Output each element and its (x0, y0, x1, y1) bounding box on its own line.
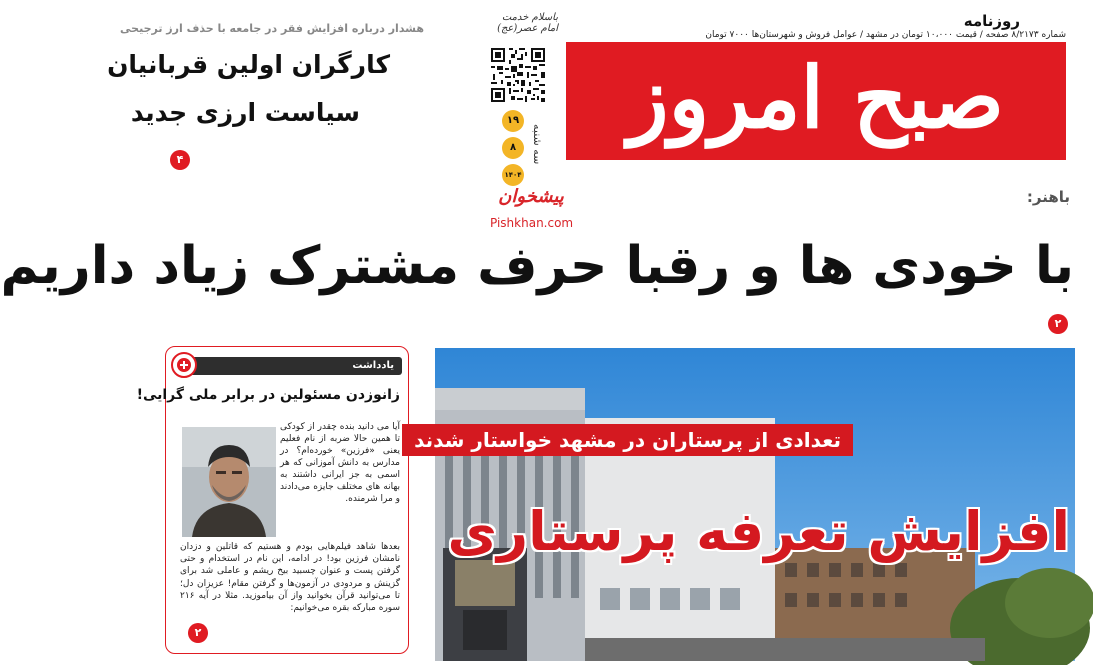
photo-story-kicker: تعدادی از پرستاران در مشهد خواستار شدند (402, 424, 853, 456)
date-weekday: سه شنبه (531, 123, 544, 165)
editorial-column (136, 346, 409, 654)
top-story-headline-line1[interactable]: کارگران اولین قربانیان (107, 50, 390, 79)
author-portrait (182, 427, 276, 537)
qr-code-icon (489, 46, 547, 104)
main-story-page-badge: ۲ (1048, 314, 1068, 334)
issue-info: شماره ۸/۲۱۷۳ صفحه / قیمت ۱۰،۰۰۰ تومان در مشهد / عوامل فروش و شهرستان‌ها ۷۰۰۰ تومان (705, 30, 1066, 40)
editorial-section-label: یادداشت (352, 360, 394, 371)
editorial-page-badge: ۲ (188, 623, 208, 643)
main-story-kicker: باهنر: (1026, 188, 1070, 206)
date-month: ۸ (502, 137, 524, 159)
author-portrait-icon (182, 427, 276, 537)
main-headline[interactable]: با خودی ها و رقبا حرف مشترک زیاد داریم (0, 236, 1074, 296)
date-year: ۱۴۰۴ (502, 164, 524, 186)
photo-story-headline[interactable]: افزایش تعرفه پرستاری (447, 500, 1070, 563)
top-story-page-badge: ۴ (170, 150, 190, 170)
newspaper-type-label: روزنامه (963, 12, 1020, 30)
editorial-title[interactable]: زانوزدن مسئولین در برابر ملی گرایی! (136, 387, 400, 403)
editorial-logo-icon (170, 351, 198, 379)
pishkhan-watermark: پیشخوان (498, 186, 564, 207)
editorial-paragraph-2: بعدها شاهد فیلم‌هایی بودم و هستیم که قاتلین و دزدان نامشان فرزین بود! در ادامه، این نام در استخدام و حتی گرفتن پست و عنوان چسبید بیخ ریشم و عاملی شد برای گزینش و مردودی در آزمون‌ها و گرفتن مقام! عزیزان دل؛ تا می‌توانید قرآن بخوانید واز آن بیاموزید. مثلا در آیه ۲۱۶ سوره مبارکه بقره می‌خوانیم: (180, 542, 400, 614)
masthead-logo (566, 42, 1066, 160)
top-story-headline-line2[interactable]: سیاست ارزی جدید (130, 98, 360, 127)
date-day: ۱۹ (502, 110, 524, 132)
masthead-slogan: باسلام خدمت امام عصر(عج) (497, 12, 558, 34)
issue-date (500, 110, 526, 191)
top-story-kicker: هشدار درباره افزایش فقر در جامعه با حذف ارز ترجیحی (120, 22, 424, 35)
editorial-paragraph-1: آیا می دانید بنده چقدر از کودکی تا همین حالا ضربه از نام فعلیم یعنی «فرزین» خورده‌ام؟ در مدارس به دانش آموزانی که هر اسمی به جز ایرانی داشتند به بهانه های مختلف جایزه می‌دادند و مرا شرمنده. (280, 422, 400, 504)
editorial-section-band (176, 357, 402, 375)
newspaper-title: صبح امروز (628, 48, 1004, 147)
pishkhan-watermark-url: Pishkhan.com (490, 216, 574, 230)
